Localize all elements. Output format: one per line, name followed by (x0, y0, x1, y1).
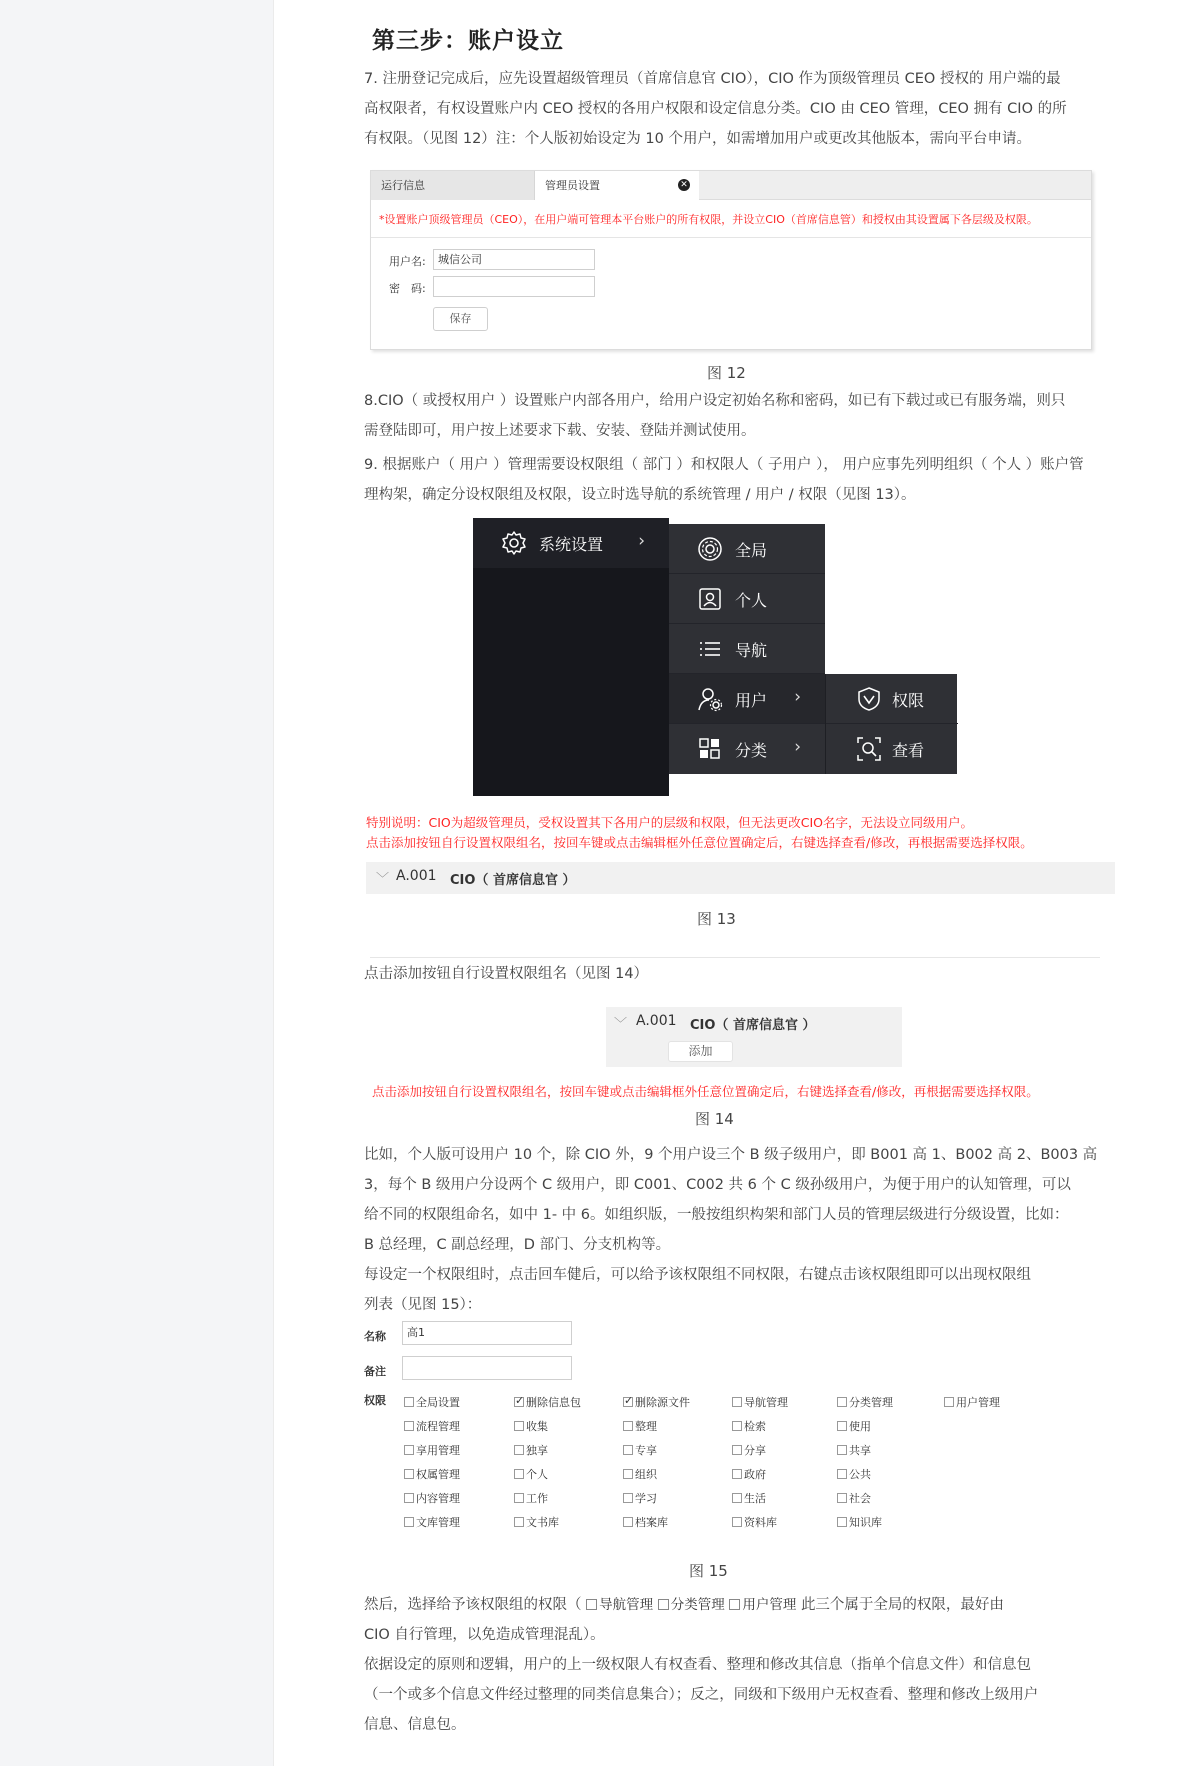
checkbox-empty-icon[interactable] (944, 1397, 954, 1407)
tree-name: CIO（ 首席信息官 ） (690, 1018, 816, 1033)
scan-search-icon (856, 736, 882, 762)
main-menu-panel (473, 518, 669, 796)
submenu-item-navigation[interactable]: 导航 (669, 624, 825, 674)
paragraph-8: 8.CIO（ 或授权用户 ）设置账户内部各用户，给用户设定初始名称和密码，如已有下载过或已有服务端，则只 需登陆即可，用户按上述要求下载、安装、登陆并测试使用。 (364, 393, 1066, 439)
permission-checkbox[interactable] (404, 1442, 460, 1458)
checkbox-empty-icon[interactable] (837, 1469, 847, 1479)
checkbox-empty-icon[interactable] (623, 1445, 633, 1455)
checkbox-empty-icon[interactable] (623, 1469, 633, 1479)
note-add-group-2: 点击添加按钮自行设置权限组名，按回车键或点击编辑框外任意位置确定后，右键选择查看/修改，再根据需要选择权限。 (372, 1084, 1039, 1099)
checkbox-empty-icon[interactable] (514, 1421, 524, 1431)
tab-bar (371, 171, 1091, 200)
permission-checkbox-label: 权属管理 (416, 1468, 460, 1481)
permission-checkbox-label: 删除源文件 (635, 1396, 690, 1409)
chevron-right-icon: › (794, 737, 801, 757)
permission-checkbox[interactable] (732, 1490, 766, 1506)
permission-checkbox[interactable] (623, 1490, 657, 1506)
permission-checkbox[interactable] (623, 1514, 668, 1530)
name-label: 名称 (364, 1330, 386, 1343)
paragraph-example: 比如，个人版可设用户 10 个，除 CIO 外，9 个用户设三个 B 级子级用户，即 B001 高 1、B002 高 2、B003 高 3，每个 B 级用户分设两个 C 级用户，即 C001、C002 共 6 个 C 级孙级用户，为便于用户的认知管理，可以 给不同的权限组命名，如中 1- 中 6。如组织版，一般按组织构架和部门人员的管理层级进行分级设置，比如： B 总经理，C 副总经理，D 部门、分支机构等。 每设定一个权限组时，点击回车健后，可以给予该权限组不同权限，右键点击该权限组即可以出现权限组 列表（见图 15）： (364, 1147, 1098, 1313)
permission-checkbox-label: 分享 (744, 1444, 766, 1457)
settings-circle-icon (697, 536, 723, 562)
permission-checkbox[interactable] (732, 1394, 788, 1410)
permission-checkbox[interactable] (623, 1418, 657, 1434)
group-name-field[interactable]: 高1 (402, 1321, 572, 1345)
checkbox-empty-icon[interactable] (404, 1421, 414, 1431)
permission-checkbox[interactable] (514, 1514, 559, 1530)
checkbox-empty-icon[interactable] (732, 1493, 742, 1503)
permission-checkbox-label: 学习 (635, 1492, 657, 1505)
chevron-down-icon[interactable]: ﹀ (614, 1017, 628, 1032)
checkbox-empty-icon[interactable] (837, 1397, 847, 1407)
permission-checkbox-label: 整理 (635, 1420, 657, 1433)
submenu-item-permission[interactable]: 权限 (826, 674, 958, 724)
submenu-item-personal[interactable]: 个人 (669, 574, 825, 624)
shield-check-icon (856, 686, 882, 712)
permission-checkbox-label: 分类管理 (849, 1396, 893, 1409)
permission-checkbox-label: 文库管理 (416, 1516, 460, 1529)
figure-12-caption: 图 12 (707, 364, 746, 382)
checkbox-empty-icon[interactable] (514, 1517, 524, 1527)
permission-checkbox[interactable] (623, 1394, 690, 1410)
permission-tree-add (606, 1007, 902, 1067)
permission-checkbox[interactable] (837, 1490, 871, 1506)
chevron-right-icon: › (638, 531, 645, 551)
permission-checkbox-label: 使用 (849, 1420, 871, 1433)
remark-label: 备注 (364, 1365, 386, 1378)
paragraph-7: 7. 注册登记完成后，应先设置超级管理员（首席信息官 CIO），CIO 作为顶级管理员 CEO 授权的 用户端的最 高权限者，有权设置账户内 CEO 授权的各用户权限和设定信息分类。CIO 由 CEO 管理，CEO 拥有 CIO 的所 有权限。（见图 12）注：个人版初始设定为 10 个用户，如需增加用户或更改其他版本，需向平台申请。 (364, 71, 1067, 147)
figure-12-admin-settings (370, 170, 1092, 350)
permission-checkbox-label: 享用管理 (416, 1444, 460, 1457)
permission-checkbox-label: 导航管理 (744, 1396, 788, 1409)
permission-checkbox-label: 社会 (849, 1492, 871, 1505)
checkbox-empty-icon[interactable] (623, 1517, 633, 1527)
username-label: 用户名: (389, 255, 426, 268)
checkbox-empty-icon[interactable] (837, 1445, 847, 1455)
permission-checkbox[interactable] (404, 1394, 460, 1410)
password-label: 密 码: (389, 282, 426, 295)
permission-checkbox[interactable] (944, 1394, 1000, 1410)
permission-checkbox[interactable] (404, 1514, 460, 1530)
menu-system-settings[interactable] (473, 518, 669, 568)
note-add-group: 点击添加按钮自行设置权限组名，按回车键或点击编辑框外任意位置确定后，右键选择查看/修改，再根据需要选择权限。 (366, 835, 1033, 850)
permission-checkbox[interactable] (514, 1490, 548, 1506)
tree-name: CIO（ 首席信息官 ） (450, 873, 576, 888)
password-field[interactable] (433, 276, 595, 297)
permission-checkbox[interactable] (514, 1466, 548, 1482)
figure-15-caption: 图 15 (689, 1562, 728, 1580)
checkbox-empty-icon[interactable] (404, 1517, 414, 1527)
permission-checkbox-label: 公共 (849, 1468, 871, 1481)
checkbox-empty-icon[interactable] (837, 1493, 847, 1503)
checkbox-empty-icon[interactable] (623, 1421, 633, 1431)
checkbox-empty-icon[interactable] (404, 1445, 414, 1455)
checkbox-empty-icon[interactable] (404, 1469, 414, 1479)
permission-checkbox[interactable] (837, 1394, 893, 1410)
checkbox-empty-icon[interactable] (837, 1421, 847, 1431)
checkbox-empty-icon[interactable] (623, 1493, 633, 1503)
submenu-item-category[interactable]: 分类 › (669, 724, 825, 774)
permission-checkbox[interactable] (837, 1442, 871, 1458)
permission-checkbox-label: 工作 (526, 1492, 548, 1505)
submenu-item-user[interactable]: 用户 › (669, 674, 825, 724)
admin-notice: *设置账户顶级管理员（CEO），在用户端可管理本平台账户的所有权限，并设立CIO（首席信息管）和授权由其设置属下各层级及权限。 (379, 213, 1038, 226)
divider (371, 237, 1091, 238)
permission-checkbox-label: 专享 (635, 1444, 657, 1457)
checkbox-category-management[interactable]: 分类管理 (658, 1590, 725, 1620)
permission-checkbox-label: 资料库 (744, 1516, 777, 1529)
checkbox-checked-icon[interactable] (623, 1397, 633, 1407)
gear-icon (501, 530, 527, 556)
permission-checkbox-label: 知识库 (849, 1516, 882, 1529)
permission-checkbox-label: 检索 (744, 1420, 766, 1433)
step-title: 第三步：账户设立 (372, 28, 564, 54)
user-submenu-panel (825, 674, 957, 774)
submenu-item-view[interactable]: 查看 (826, 724, 958, 774)
left-sidebar (0, 0, 274, 1766)
checkbox-empty-icon[interactable] (514, 1493, 524, 1503)
permission-checkbox[interactable] (732, 1466, 766, 1482)
close-icon[interactable]: ✕ (678, 179, 690, 191)
permission-checkbox-label: 政府 (744, 1468, 766, 1481)
checkbox-user-management[interactable]: 用户管理 (729, 1590, 796, 1620)
figure-14-caption: 图 14 (695, 1110, 734, 1128)
checkbox-checked-icon[interactable] (514, 1397, 524, 1407)
permission-label: 权限 (364, 1394, 386, 1407)
paragraph-then: 然后，选择给予该权限组的权限（ 导航管理 分类管理 用户管理 此三个属于全局的权限，最好由 CIO 自行管理，以免造成管理混乱）。 (364, 1590, 1004, 1650)
note-cio: 特别说明：CIO为超级管理员，受权设置其下各用户的层级和权限，但无法更改CIO名字，无法设立同级用户。 (366, 815, 974, 830)
remark-field[interactable] (402, 1356, 572, 1380)
checkbox-empty-icon[interactable] (404, 1493, 414, 1503)
permission-checkbox[interactable] (732, 1442, 766, 1458)
user-gear-icon (697, 686, 723, 712)
permission-checkbox[interactable] (837, 1466, 871, 1482)
permission-checkbox-label: 文书库 (526, 1516, 559, 1529)
tree-code: A.001 (636, 1013, 677, 1029)
paragraph-add: 点击添加按钮自行设置权限组名（见图 14） (364, 966, 649, 982)
user-card-icon (697, 586, 723, 612)
permission-checkbox[interactable] (837, 1514, 882, 1530)
checkbox-empty-icon[interactable] (514, 1469, 524, 1479)
tree-code: A.001 (396, 868, 437, 884)
grid-icon (697, 736, 723, 762)
permission-checkbox-label: 独享 (526, 1444, 548, 1457)
permission-checkbox[interactable] (732, 1514, 777, 1530)
permission-checkbox-label: 收集 (526, 1420, 548, 1433)
permission-checkbox-label: 用户管理 (956, 1396, 1000, 1409)
permission-checkbox[interactable] (837, 1418, 871, 1434)
permission-checkbox-label: 共享 (849, 1444, 871, 1457)
figure-13-caption: 图 13 (697, 910, 736, 928)
paragraph-final: 依据设定的原则和逻辑，用户的上一级权限人有权查看、整理和修改其信息（指单个信息文件）和信息包 （一个或多个信息文件经过整理的同类信息集合）；反之，同级和下级用户无权查看、整理和修改上级用户 信息、信息包。 (364, 1657, 1039, 1733)
checkbox-empty-icon[interactable] (732, 1397, 742, 1407)
checkbox-empty-icon[interactable] (514, 1445, 524, 1455)
list-icon (697, 636, 723, 662)
checkbox-empty-icon[interactable] (732, 1517, 742, 1527)
permission-checkbox[interactable] (623, 1442, 657, 1458)
permission-checkbox-label: 流程管理 (416, 1420, 460, 1433)
checkbox-empty-icon[interactable] (404, 1397, 414, 1407)
permission-checkbox-label: 档案库 (635, 1516, 668, 1529)
permission-checkbox-label: 个人 (526, 1468, 548, 1481)
tab-admin-settings[interactable]: 管理员设置 (535, 171, 699, 201)
submenu-panel (669, 524, 825, 774)
section-divider (370, 957, 1100, 958)
chevron-right-icon: › (794, 687, 801, 707)
permission-checkbox[interactable] (514, 1442, 548, 1458)
permission-checkbox[interactable] (514, 1418, 548, 1434)
permission-checkbox[interactable] (732, 1418, 766, 1434)
permission-checkbox-label: 全局设置 (416, 1396, 460, 1409)
permission-checkbox-label: 删除信息包 (526, 1396, 581, 1409)
checkbox-nav-management[interactable]: 导航管理 (586, 1590, 653, 1620)
username-field[interactable]: 城信公司 (433, 249, 595, 270)
permission-checkbox[interactable] (404, 1418, 460, 1434)
checkbox-empty-icon[interactable] (732, 1445, 742, 1455)
permission-checkbox-label: 内容管理 (416, 1492, 460, 1505)
checkbox-empty-icon[interactable] (732, 1421, 742, 1431)
checkbox-empty-icon[interactable] (732, 1469, 742, 1479)
permission-checkbox-label: 生活 (744, 1492, 766, 1505)
checkbox-empty-icon[interactable] (837, 1517, 847, 1527)
tab-run-info[interactable]: 运行信息 (371, 171, 535, 200)
article-content (274, 0, 1200, 1766)
submenu-item-global[interactable]: 全局 (669, 524, 825, 574)
permission-checkbox[interactable] (514, 1394, 581, 1410)
save-button[interactable]: 保存 (433, 307, 488, 331)
chevron-down-icon[interactable]: ﹀ (376, 872, 390, 887)
menu-system-settings-label: 系统设置 (539, 535, 604, 554)
permission-tree-row[interactable] (366, 862, 1115, 894)
permission-checkbox[interactable] (623, 1466, 657, 1482)
permission-checkbox-label: 组织 (635, 1468, 657, 1481)
permission-checkbox[interactable] (404, 1466, 460, 1482)
add-button[interactable]: 添加 (668, 1041, 733, 1062)
paragraph-9: 9. 根据账户（ 用户 ）管理需要设权限组（ 部门 ）和权限人（ 子用户 ）， 用户应事先列明组织（ 个人 ）账户管 理构架，确定分设权限组及权限，设立时选导航的系统管理 / 用户 / 权限（见图 13）。 (364, 457, 1084, 503)
permission-checkbox[interactable] (404, 1490, 460, 1506)
